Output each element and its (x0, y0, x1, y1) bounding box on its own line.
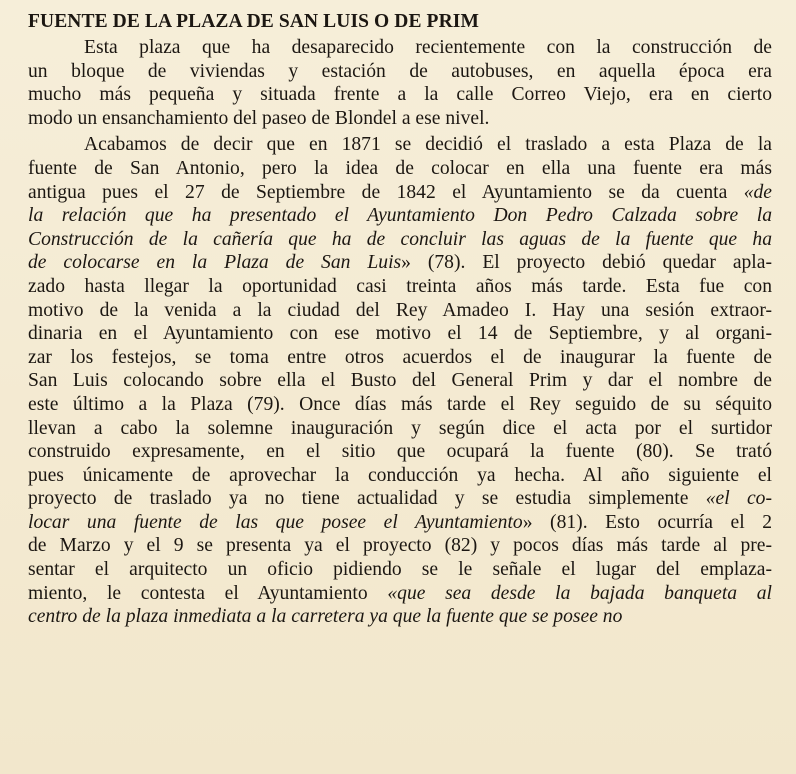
text-run: construido expresamente, en el sitio que ocupará la fuente (80). Se trató (28, 441, 772, 463)
text-line (28, 440, 772, 464)
text-line (28, 487, 772, 511)
text-run: fuente de San Antonio, pero la idea de colocar en ella una fuente era más (28, 157, 772, 179)
document-body (28, 36, 772, 629)
text-line (28, 464, 772, 488)
italic-quote: de colocarse en la Plaza de San Luis (28, 252, 402, 274)
text-run: motivo de la venida a la ciudad del Rey Amadeo I. Hay una sesión extraor- (28, 299, 772, 321)
text-line (28, 83, 772, 107)
italic-quote: locar una fuente de las que posee el Ayuntamiento (28, 511, 523, 533)
text-run: proyecto de traslado ya no tiene actualidad y se estudia simplemente (28, 488, 706, 510)
text-line (28, 60, 772, 84)
text-line (28, 133, 772, 157)
text-run: Acabamos de decir que en 1871 se decidió el traslado a esta Plaza de la (84, 134, 772, 156)
text-line (28, 107, 772, 131)
text-run: mucho más pequeña y situada frente a la calle Correo Viejo, era en cierto (28, 84, 772, 106)
text-run: miento, le contesta el Ayuntamiento (28, 582, 388, 604)
text-run: » (81). Esto ocurría el 2 (522, 511, 772, 533)
text-run: antigua pues el 27 de Septiembre de 1842 el Ayuntamiento se da cuenta (28, 181, 744, 203)
text-run: modo un ensanchamiento del paseo de Blondel a ese nivel. (28, 107, 490, 129)
text-line (28, 299, 772, 323)
italic-quote: Construcción de la cañería que ha de concluir las aguas de la fuente que ha (28, 228, 772, 250)
text-line (28, 346, 772, 370)
text-line (28, 204, 772, 228)
text-line (28, 181, 772, 205)
text-line (28, 157, 772, 181)
text-line (28, 558, 772, 582)
text-run: zado hasta llegar la oportunidad casi treinta años más tarde. Esta fue con (28, 275, 772, 297)
text-line (28, 605, 772, 629)
text-run: llevan a cabo la solemne inauguración y según dice el acta por el surtidor (28, 417, 772, 439)
section-title: FUENTE DE LA PLAZA DE SAN LUIS O DE PRIM (28, 11, 479, 32)
text-line (28, 534, 772, 558)
text-run: este último a la Plaza (79). Once días más tarde el Rey seguido de su séquito (28, 393, 772, 415)
text-run: » (78). El proyecto debió quedar apla- (401, 252, 772, 274)
text-line (28, 228, 772, 252)
text-run: dinaria en el Ayuntamiento con ese motivo el 14 de Septiembre, y al organi- (28, 323, 772, 345)
paragraph (28, 36, 772, 130)
italic-quote: «de (743, 181, 772, 203)
text-run: pues únicamente de aprovechar la conducción ya hecha. Al año siguiente el (28, 464, 772, 486)
text-run: de Marzo y el 9 se presenta ya el proyecto (82) y pocos días más tarde al pre- (28, 535, 772, 557)
italic-quote: «que sea desde la bajada banqueta al (387, 582, 772, 604)
text-run: Esta plaza que ha desaparecido recientemente con la construcción de (84, 37, 772, 58)
text-line (28, 393, 772, 417)
text-line (28, 511, 772, 535)
text-line (28, 417, 772, 441)
text-line (28, 322, 772, 346)
text-run: zar los festejos, se toma entre otros acuerdos el de inaugurar la fuente de (28, 346, 772, 368)
text-line (28, 275, 772, 299)
text-run: sentar el arquitecto un oficio pidiendo se le señale el lugar del emplaza- (28, 559, 772, 581)
italic-quote: la relación que ha presentado el Ayuntamiento Don Pedro Calzada sobre la (28, 205, 772, 227)
text-line (28, 582, 772, 606)
italic-quote: «el co- (705, 488, 772, 510)
italic-quote: centro de la plaza inmediata a la carretera ya que la fuente que se posee no (28, 606, 623, 628)
text-line (28, 251, 772, 275)
text-line (28, 369, 772, 393)
text-line (28, 36, 772, 60)
text-run: San Luis colocando sobre ella el Busto del General Prim y dar el nombre de (28, 370, 772, 392)
text-run: un bloque de viviendas y estación de autobuses, en aquella época era (28, 60, 772, 82)
paragraph (28, 133, 772, 628)
